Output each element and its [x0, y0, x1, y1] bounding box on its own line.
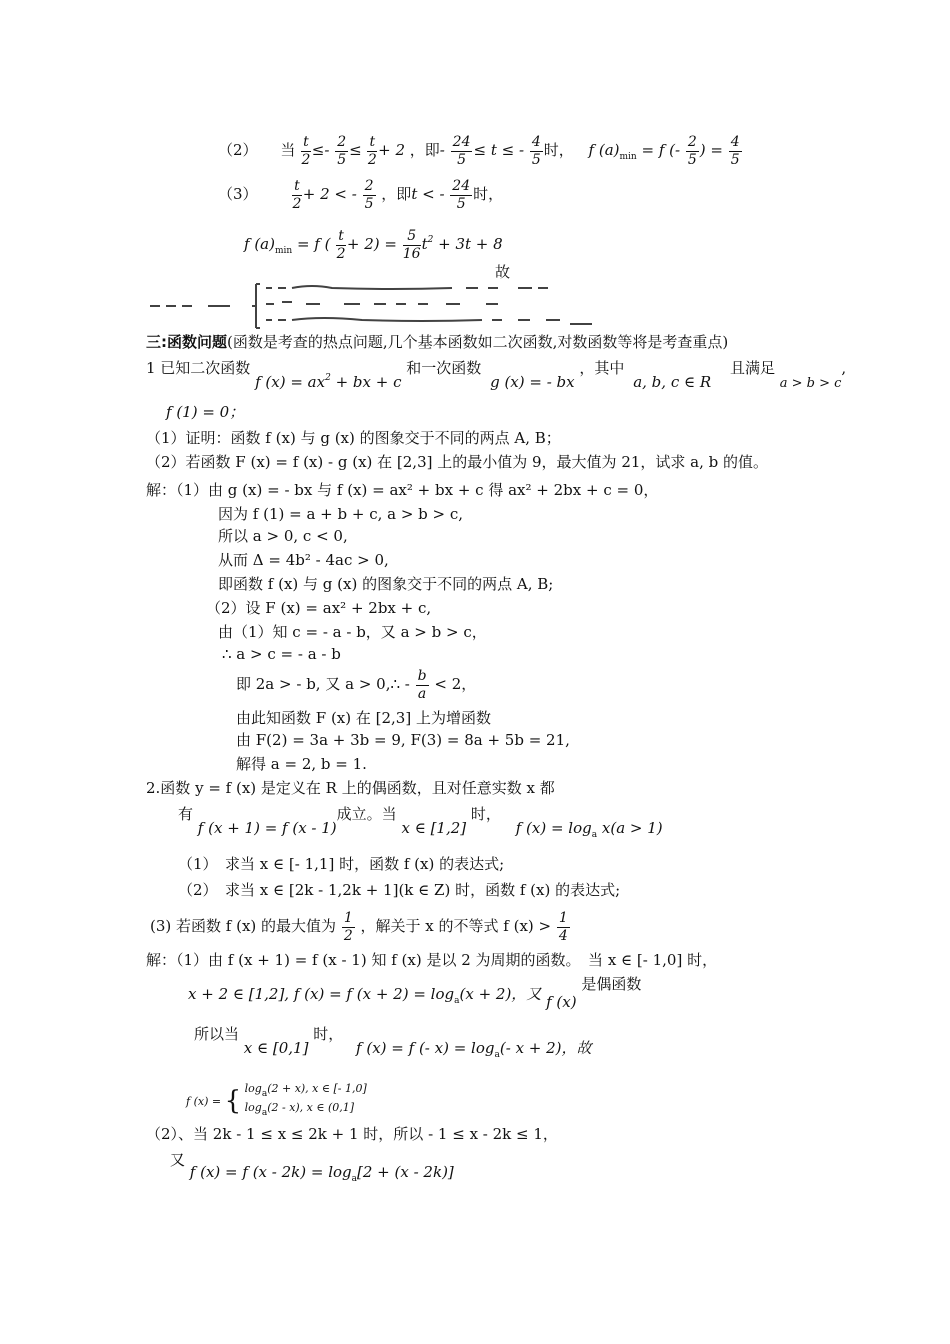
p2-solution-3	[194, 1024, 592, 1060]
fraction: $\frac{4}{5}$	[531, 133, 541, 168]
p2-stem-cont	[178, 804, 663, 840]
p2-s2-even: 是偶函数	[581, 975, 642, 993]
fraction: $\frac{t}{2}$	[301, 133, 311, 168]
p2-pw1-tail: (2 + x), x ∈ [- 1,0]	[267, 1082, 367, 1095]
p2-s3-d-tail: (- x + 2)，故	[499, 1039, 592, 1057]
p1-solution-10: 由此知函数 F (x) 在 [2,3] 上为增函数	[236, 709, 491, 727]
fraction: $\frac{b}{a}$	[417, 667, 427, 702]
case2-line: （2） 当 $\frac{t}{2}$ ≤- $\frac{2}{5}$ ≤ $\frac{t}{2}$ + 2 ，即- $\frac{24}{5}$ ≤ t ≤ - $\frac{4}{5}$ 时， f $(a)_{min} = f$ (- $\frac{2}{5}$ ) = $\frac{4}{5}$	[218, 133, 740, 168]
p1-s9-a: 即 2a > - b, 又 a > 0,∴ -	[236, 675, 410, 693]
p2-s2: x + 2 ∈ [1,2], f (x) = f (x + 2) = log	[188, 985, 455, 1003]
p2-s2-tail: (x + 2)，又	[459, 985, 542, 1003]
p2-s5-b: f (x) = f (x - 2k) = log	[189, 1163, 352, 1181]
fraction: $\frac{24}{5}$	[452, 177, 471, 212]
p2-s3-a: 所以当	[194, 1025, 240, 1043]
p1-solution-8: ∴ a > c = - a - b	[222, 645, 341, 663]
case3-formula: f $(a)_{min} = f$ ( $\frac{t}{2}$ + 2) = $\frac{5}{16}$ $t^2 + 3t + 8$	[244, 227, 503, 262]
p2-s3-b: x ∈ [0,1]	[243, 1039, 309, 1057]
p2-solution-5	[170, 1150, 454, 1184]
fraction: $\frac{t}{2}$	[367, 133, 377, 168]
fraction: $\frac{2}{5}$	[337, 133, 347, 168]
p1-stem-b: 和一次函数	[406, 359, 482, 377]
fraction: $\frac{24}{5}$	[452, 133, 471, 168]
p1-question-2: （2）若函数 F (x) = f (x) - g (x) 在 [2,3] 上的最小值为 9，最大值为 21，试求 a, b 的值。	[146, 453, 769, 471]
p1-stem-a: 1 已知二次函数	[146, 359, 251, 377]
fraction: $\frac{5}{16}$	[402, 227, 421, 262]
p2-q3-a: (3) 若函数 f (x) 的最大值为	[150, 917, 337, 935]
fraction: $\frac{t}{2}$	[336, 227, 346, 262]
p2-cond: f (x + 1) = f (x - 1)	[197, 819, 337, 837]
p2-fdef: f (x) = log	[515, 819, 592, 837]
p1-s9-b: < 2，	[434, 675, 477, 693]
p2-s3-d: f (x) = f (- x) = log	[356, 1039, 495, 1057]
p2-s5-b-tail: [2 + (x - 2k)]	[357, 1163, 454, 1181]
p2-piecewise: f (x) = { $\log_a(2 + x)$, x ∈ [- 1,0] $\log_a(2 - x)$, x ∈ (0,1]	[186, 1082, 367, 1118]
p2-solution-4: （2）、当 2k - 1 ≤ x ≤ 2k + 1 时，所以 - 1 ≤ x - 2k ≤ 1，	[146, 1125, 558, 1143]
p1-solution-12: 解得 a = 2, b = 1.	[236, 755, 367, 773]
p1-solution-6: （2）设 F (x) = ax² + 2bx + c,	[206, 599, 432, 617]
piecewise-formula-image	[146, 280, 606, 330]
section3-note: (函数是考查的热点问题,几个基本函数如二次函数,对数函数等将是考查重点)	[227, 333, 729, 351]
p1-solution-1: 解：（1）由 g (x) = - bx 与 f (x) = ax² + bx + c 得 ax² + 2bx + c = 0，	[146, 481, 659, 499]
p2-s2-sub: a	[454, 996, 460, 1006]
p1-condition: f (1) = 0；	[166, 403, 245, 421]
p2-shi: 时，	[470, 805, 501, 823]
fraction: $\frac{1}{2}$	[343, 909, 353, 944]
p2-solution-2	[188, 974, 642, 1011]
case3-line: （3） $\frac{t}{2}$ + 2 < - $\frac{2}{5}$ ，即t < - $\frac{24}{5}$ 时，	[218, 177, 504, 212]
p2-pw2-log: log	[244, 1101, 262, 1114]
fraction: $\frac{t}{2}$	[292, 177, 302, 212]
p1-solution-7: 由（1）知 c = - a - b，又 a > b > c，	[218, 623, 487, 641]
case3-shi: 时，	[473, 185, 504, 203]
p1-solution-2: 因为 f (1) = a + b + c, a > b > c,	[218, 505, 464, 523]
fraction: $\frac{1}{4}$	[558, 909, 568, 944]
p2-s5-a: 又	[170, 1151, 186, 1169]
p2-q3-b: ，解关于 x 的不等式 f (x) >	[360, 917, 552, 935]
p1-solution-9	[236, 664, 476, 704]
p2-s3-c: 时，	[313, 1025, 344, 1043]
p1-stem-c: ，其中	[579, 359, 625, 377]
p2-pw1-log: log	[244, 1082, 262, 1095]
case2-shi: 时，	[543, 141, 574, 159]
p2-solution-1: 解：（1）由 f (x + 1) = f (x - 1) 知 f (x) 是以 2 为周期的函数。 当 x ∈ [- 1,0] 时，	[146, 951, 718, 969]
p2-s3-d-sub: a	[494, 1050, 500, 1060]
case2-number: （2）	[218, 141, 258, 159]
p1-solution-11: 由 F(2) = 3a + 3b = 9, F(3) = 8a + 5b = 21,	[236, 731, 570, 749]
p2-stem: 2.函数 y = f (x) 是定义在 R 上的偶函数，且对任意实数 x 都	[146, 779, 555, 797]
fraction: $\frac{2}{5}$	[687, 133, 697, 168]
p2-cheng: 成立。当	[336, 805, 397, 823]
case2-mid: ，即	[409, 141, 440, 159]
p1-stem: 1 已知二次函数 f $(x) = ax^2$ + bx + c 和一次函数 g (x) = - bx ，其中 a, b, c ∈ R 且满足 a > b > c,	[146, 359, 847, 391]
fraction: $\frac{4}{5}$	[730, 133, 740, 168]
p2-pw-lhs: f (x) =	[186, 1094, 222, 1108]
p2-question-1: （1） 求当 x ∈ [- 1,1] 时，函数 f (x) 的表达式;	[178, 855, 505, 873]
p2-question-2: （2） 求当 x ∈ [2k - 1,2k + 1](k ∈ Z) 时，函数 f (x) 的表达式;	[178, 881, 621, 899]
p2-domain: x ∈ [1,2]	[401, 819, 467, 837]
gu-label: 故	[495, 263, 511, 281]
section3-heading	[146, 332, 728, 352]
p2-fdef-sub: a	[591, 830, 598, 840]
p1-question-1: （1）证明：函数 f (x) 与 g (x) 的图象交于不同的两点 A, B；	[146, 429, 561, 447]
section3-title: 三:函数问题	[146, 333, 227, 351]
p2-have: 有	[178, 805, 194, 823]
p1-solution-5: 即函数 f (x) 与 g (x) 的图象交于不同的两点 A, B;	[218, 575, 554, 593]
case2-when: 当	[280, 141, 296, 159]
p1-stem-d: 且满足	[729, 359, 775, 377]
p2-pw-sub: a	[261, 1089, 268, 1099]
p2-pw2-sub: a	[261, 1108, 268, 1118]
p1-solution-3: 所以 a > 0, c < 0,	[218, 527, 348, 545]
p2-s2-fx: f (x)	[546, 993, 577, 1011]
case3-mid: ，即	[381, 185, 412, 203]
p1-solution-4: 从而 Δ = 4b² - 4ac > 0,	[218, 551, 389, 569]
p2-question-3	[150, 906, 571, 946]
p2-fdef-tail: x(a > 1)	[597, 819, 663, 837]
p2-pw2-tail: (2 - x), x ∈ (0,1]	[267, 1101, 355, 1114]
case3-number: （3）	[218, 185, 258, 203]
p2-s5-b-sub: a	[351, 1174, 358, 1184]
fraction: $\frac{2}{5}$	[364, 177, 374, 212]
